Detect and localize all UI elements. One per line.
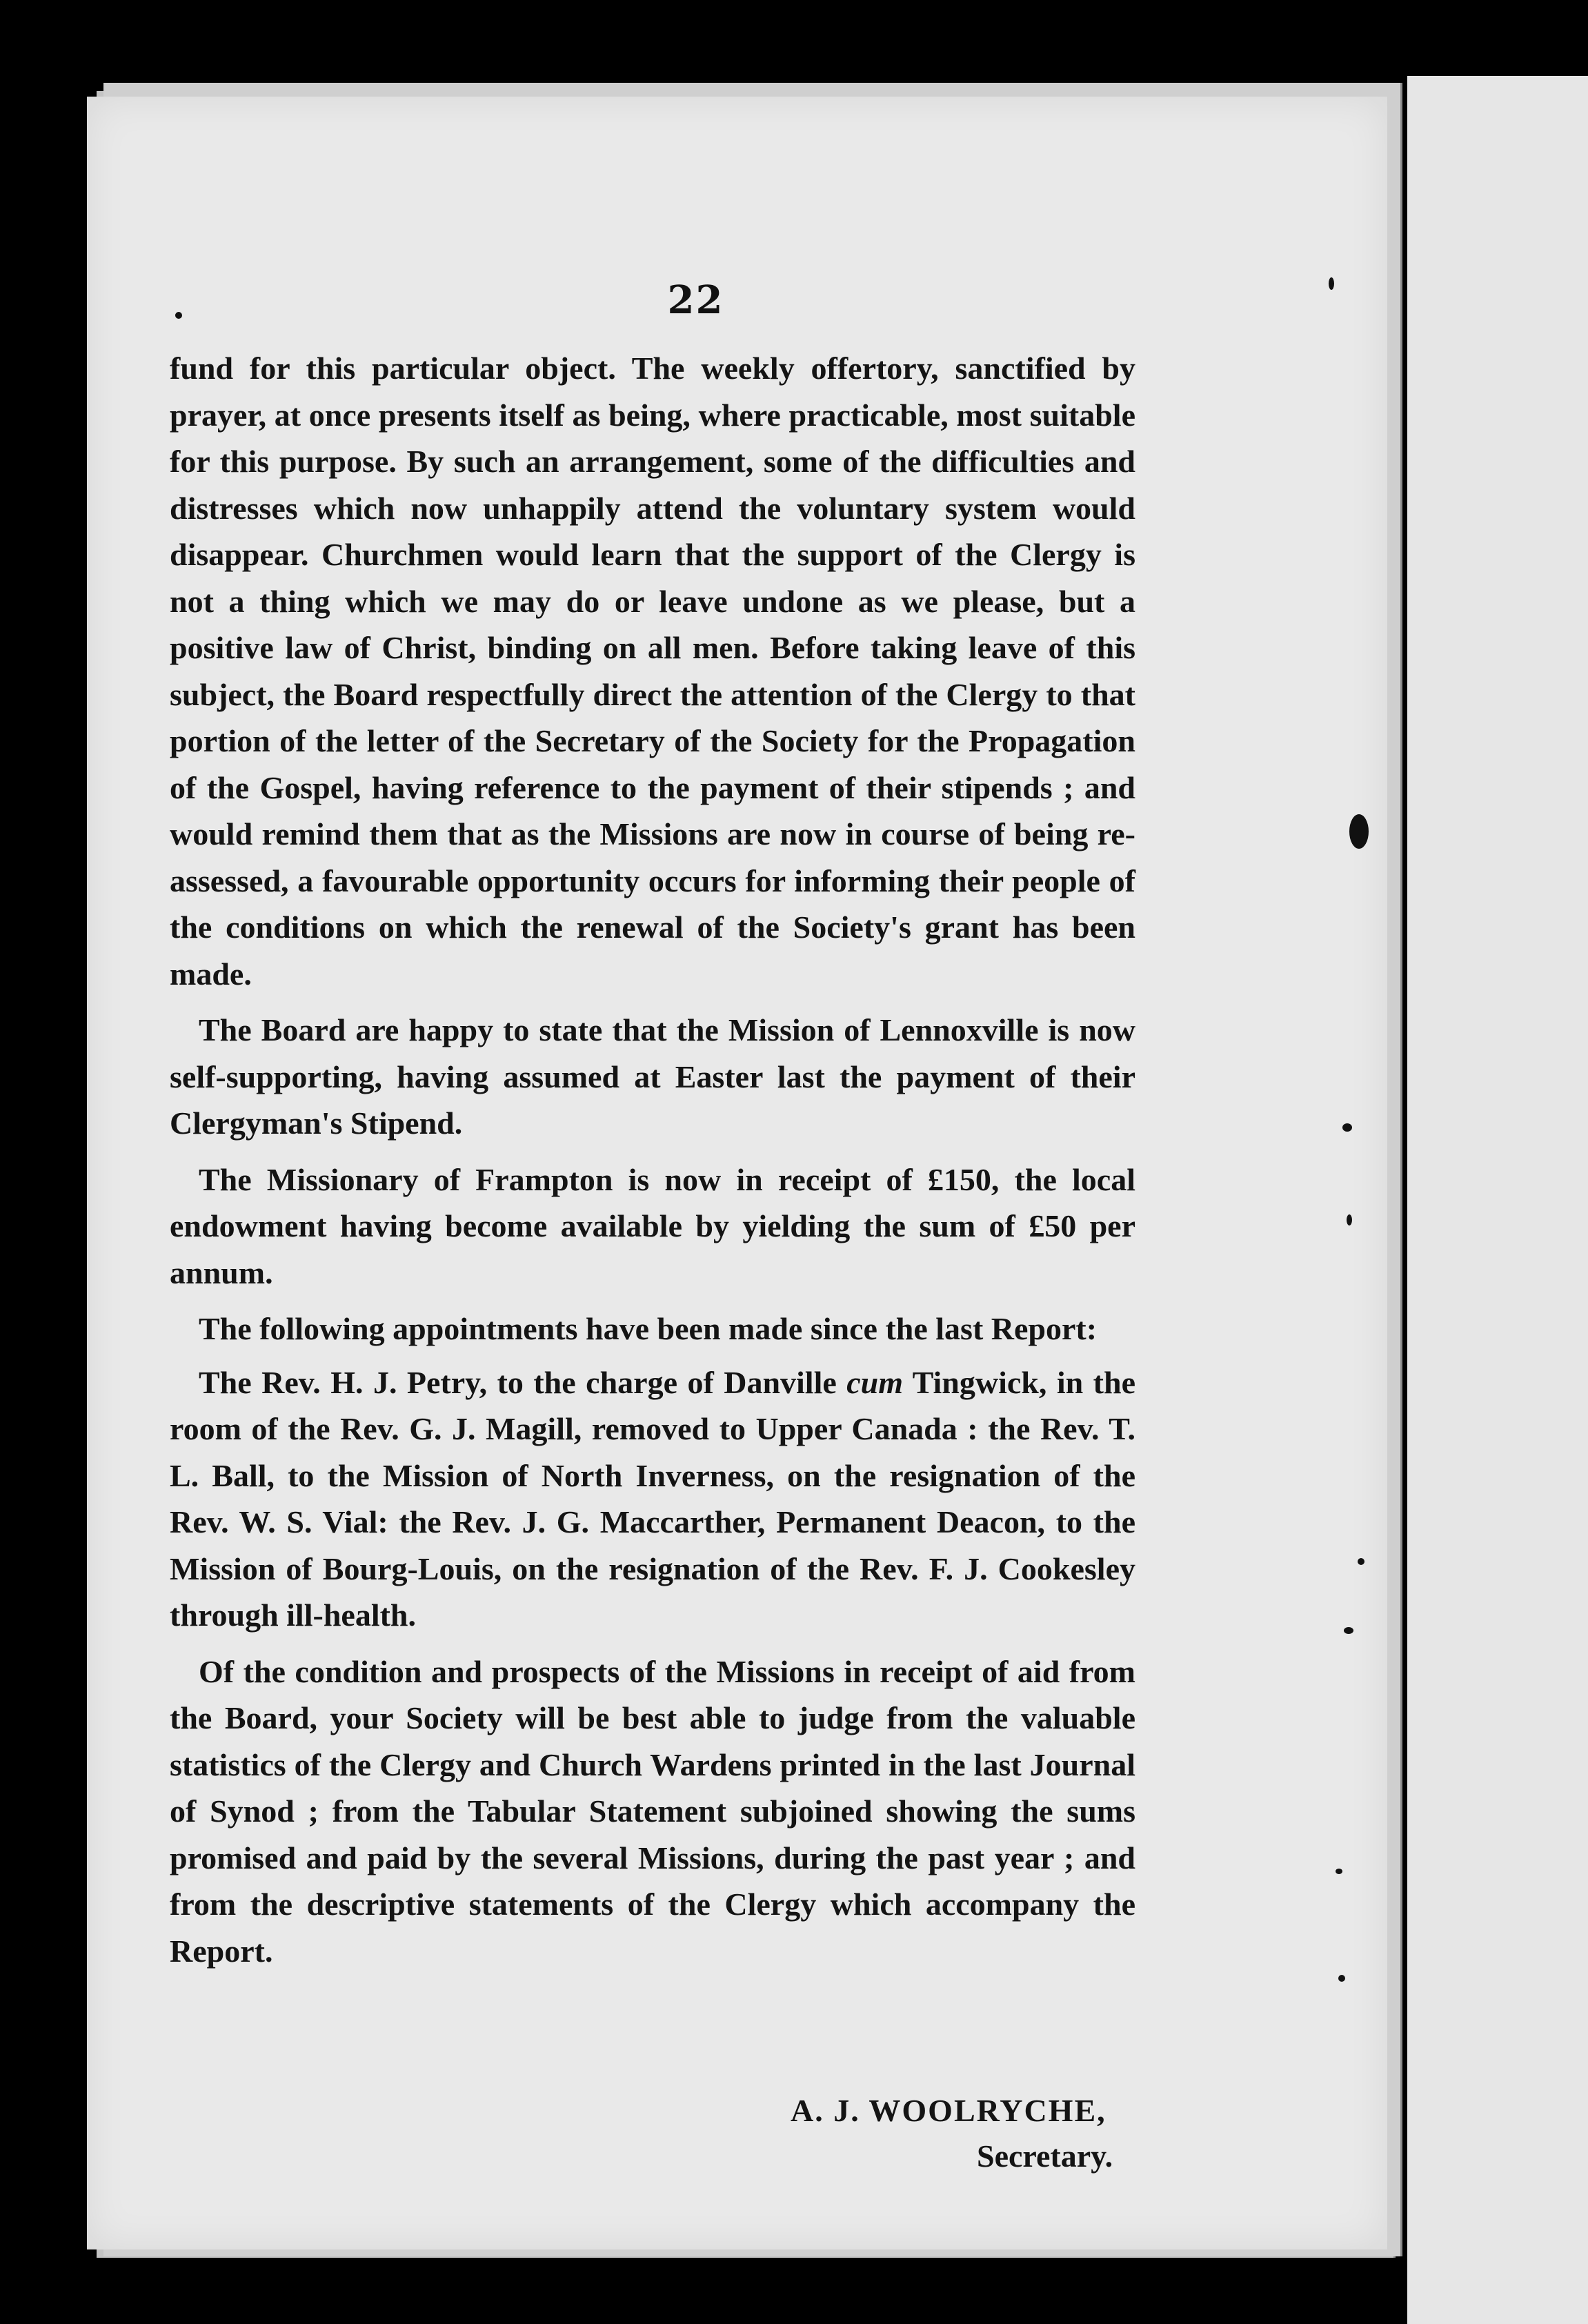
ink-speck [1342,1123,1352,1132]
signature-name: A. J. WOOLRYCHE, [791,2093,1106,2128]
document-page [87,97,1387,2249]
ink-speck [1336,1869,1342,1874]
facing-page-edge [1407,76,1588,2324]
paragraph-appointments [170,1359,1135,1639]
paragraph-lennoxville: The Board are happy to state that the Mission of Lennoxville is now self-supporting, having assumed at Easter last the payment of their Clergyman's Stipend. [170,1012,1135,1141]
ink-blot [1349,814,1369,849]
ink-speck [1344,1627,1353,1634]
ink-speck [1329,277,1334,290]
ink-speck [1358,1558,1364,1565]
appointments-text-b: Tingwick, in the room of the Rev. G. J. Magill, removed to Upper Canada : the Rev. T. L. Ball, to the Mission of North Inverness, on the resignation of the Rev. W. S. Vial: the Rev. J. G. Maccarther, Permanent Deacon, to the Mission of Bourg-Louis, on the resignation of the Rev. F. J. Cookesley through ill-health. [170,1364,1135,1633]
appointments-cum: cum [846,1364,904,1400]
paragraph-frampton: The Missionary of Frampton is now in receipt of £150, the local endowment having become available by yielding the sum of £50 per annum. [170,1161,1135,1290]
ink-speck [175,312,182,319]
paragraph-closing: Of the condition and prospects of the Missions in receipt of aid from the Board, your Society will be best able to judge from the valuable statistics of the Clergy and Church Wardens printed in the last Journal of Synod ; from the Tabular Statement subjoined showing the sums promised and paid by the several Missions, during the past year ; and from the descriptive statements of the Clergy which accompany the Report. [170,1653,1135,1969]
paragraph-offertory: fund for this particular object. The weekly offertory, sanctified by prayer, at once presents itself as being, where practicable, most suitable for this purpose. By such an arrangement, some of the difficulties and distresses which now unhappily attend the voluntary system would disappear. Churchmen would learn that the support of the Clergy is not a thing which we may do or leave undone as we please, but a positive law of Christ, binding on all men. Before taking leave of this subject, the Board respectfully direct the attention of the Clergy to that portion of the letter of the Secretary of the Society for the Propagation of the Gospel, having reference to the payment of their stipends ; and would remind them that as the Missions are now in course of being re-assessed, a favourable opportunity occurs for informing their people of the conditions on which the renewal of the Society's grant has been made. [170,351,1135,992]
paragraph-appointments-intro: The following appointments have been made since the last Report: [199,1311,1098,1346]
ink-speck [1338,1975,1345,1982]
page-number: 22 [667,277,724,323]
signature-title: Secretary. [977,2138,1113,2174]
ink-speck [1347,1214,1352,1225]
body-text [170,345,1135,1984]
appointments-text-a: The Rev. H. J. Petry, to the charge of Danville [199,1364,847,1400]
